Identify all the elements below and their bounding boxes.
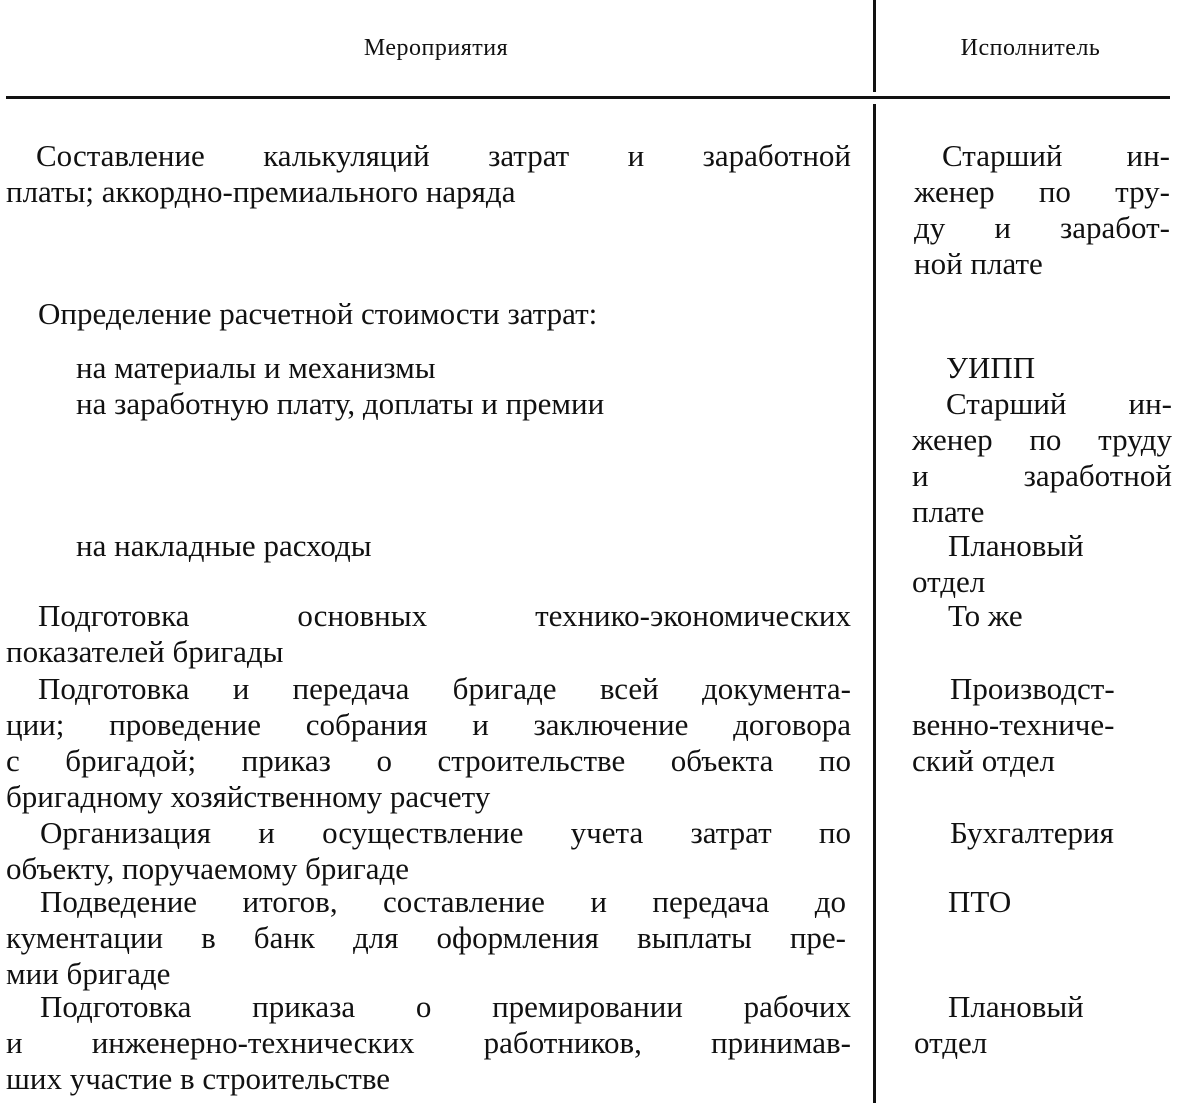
executor-line: венно-техниче- xyxy=(912,707,1115,742)
executor-line: женер по труду xyxy=(912,422,1172,457)
table-row-measure xyxy=(6,815,851,887)
measure-line: и инженерно-технических работников, принимав- xyxy=(6,1025,851,1060)
executor-line: женер по тру- xyxy=(914,174,1170,209)
table-row-executor xyxy=(912,386,1172,530)
measure-line: показателей бригады xyxy=(6,634,284,669)
table-row-measure xyxy=(6,671,851,815)
executor-line: ский отдел xyxy=(912,743,1055,778)
measure-line: Подготовка и передача бригаде всей документа- xyxy=(38,671,851,706)
executor-line: Производст- xyxy=(950,671,1115,706)
table-row-measure xyxy=(6,598,851,670)
column-divider-body xyxy=(873,104,876,1103)
table-row-measure xyxy=(6,138,851,210)
measure-line: Подготовка приказа о премировании рабочих xyxy=(40,989,851,1024)
measure-line: Организация и осуществление учета затрат по xyxy=(40,815,851,850)
executor-line: Плановый xyxy=(948,989,1084,1024)
executor-line: и заработной xyxy=(912,458,1172,493)
table-row-executor xyxy=(950,815,1114,851)
executor-line: То же xyxy=(948,598,1023,633)
header-rule xyxy=(6,96,1170,99)
table-row-measure xyxy=(76,386,604,422)
measure-line: Составление калькуляций затрат и заработной xyxy=(36,138,851,173)
table-row-measure xyxy=(76,528,372,564)
executor-line: Старший ин- xyxy=(946,386,1172,421)
table-row-executor xyxy=(912,671,1156,779)
table-row-executor xyxy=(946,350,1035,386)
executor-line: Бухгалтерия xyxy=(950,815,1114,850)
executor-line: Плановый xyxy=(948,528,1084,563)
measure-line: платы; аккордно-премиального наряда xyxy=(6,174,516,209)
column-header-measures: Мероприятия xyxy=(363,34,509,61)
executor-line: Старший ин- xyxy=(942,138,1170,173)
executor-line: отдел xyxy=(914,1025,988,1060)
table-row-measure xyxy=(76,350,436,386)
measure-line: Подготовка основных технико-экономических xyxy=(38,598,851,633)
table-row-measure xyxy=(38,296,597,332)
executor-line: отдел xyxy=(912,564,986,599)
table-row-executor xyxy=(914,138,1170,282)
measure-line: на заработную плату, доплаты и премии xyxy=(76,386,605,421)
executor-line: плате xyxy=(912,494,985,529)
table-row-executor xyxy=(912,528,1084,600)
measure-line: на накладные расходы xyxy=(76,528,372,563)
measure-line: с бригадой; приказ о строительстве объекта по xyxy=(6,743,851,778)
measure-line: Определение расчетной стоимости затрат: xyxy=(38,296,598,331)
measure-line: мии бригаде xyxy=(6,956,171,991)
executor-line: УИПП xyxy=(946,350,1036,385)
measure-line: Подведение итогов, составление и передача до xyxy=(40,884,846,919)
measure-line: кументации в банк для оформления выплаты пре- xyxy=(6,920,846,955)
column-divider-header xyxy=(873,0,876,92)
measure-line: бригадному хозяйственному расчету xyxy=(6,779,491,814)
column-header-executor: Исполнитель xyxy=(960,34,1101,61)
measure-line: ции; проведение собрания и заключение договора xyxy=(6,707,851,742)
executor-line: ПТО xyxy=(948,884,1012,919)
table-row-executor xyxy=(914,989,1084,1061)
table-row-executor xyxy=(948,884,1011,920)
table-row-executor xyxy=(948,598,1023,634)
table-row-measure xyxy=(6,884,846,992)
executor-line: ду и заработ- xyxy=(914,210,1170,245)
table-row-measure xyxy=(6,989,851,1097)
executor-line: ной плате xyxy=(914,246,1043,281)
measure-line: объекту, поручаемому бригаде xyxy=(6,851,410,886)
measure-line: на материалы и механизмы xyxy=(76,350,436,385)
measure-line: ших участие в строительстве xyxy=(6,1061,391,1096)
